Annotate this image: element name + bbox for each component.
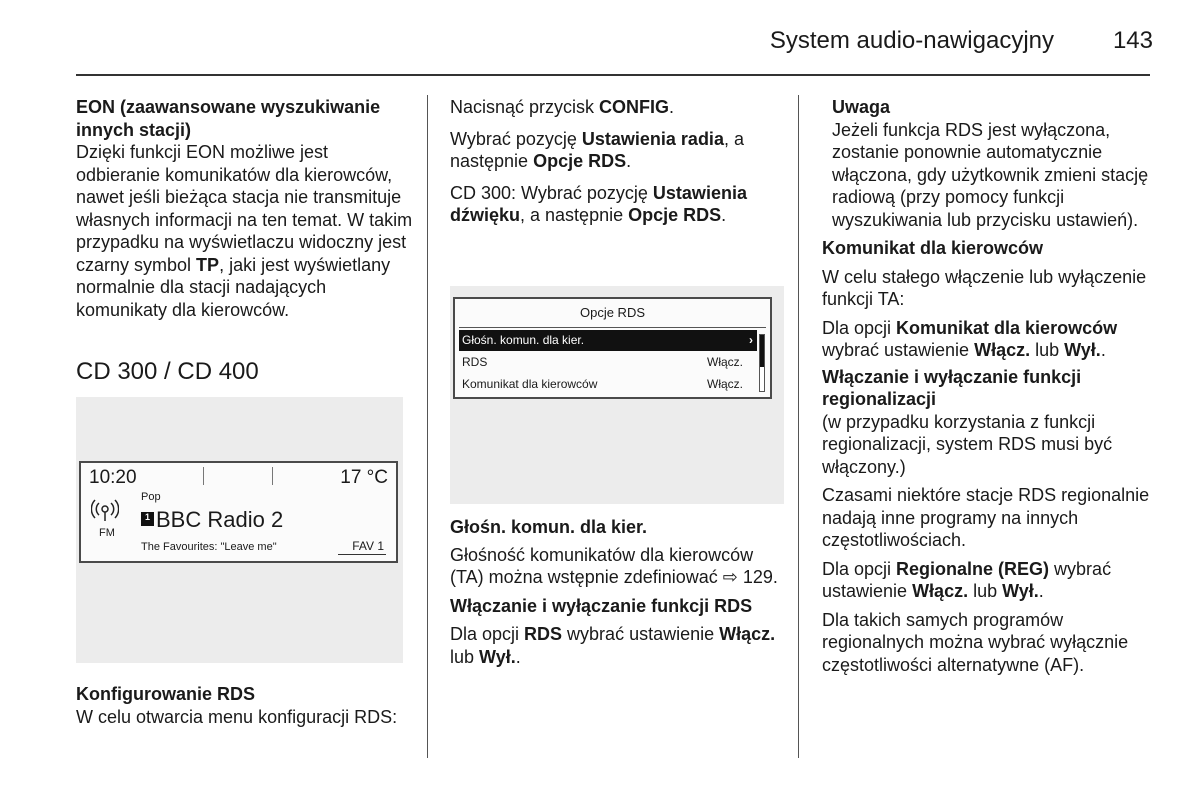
scrollbar-thumb[interactable]	[760, 335, 764, 367]
config-heading: Konfigurowanie RDS	[76, 684, 255, 704]
column-middle	[450, 96, 780, 227]
menu-scrollbar[interactable]	[759, 334, 765, 392]
rds-options-screen	[453, 297, 772, 399]
station-name	[141, 507, 283, 533]
station-name-text: BBC Radio 2	[156, 507, 284, 532]
ta-heading: Komunikat dla kierowców	[822, 238, 1044, 258]
chevron-right-icon: ›	[749, 333, 753, 347]
menu-title: Opcje RDS	[579, 305, 646, 320]
menu-item-value: Włącz.	[707, 355, 743, 369]
regionalization-option: Dla opcji Regionalne (REG) wybrać ustawienie Włącz. lub Wył..	[822, 558, 1112, 601]
band-label: FM	[99, 527, 115, 539]
status-separator	[272, 467, 273, 485]
rds-options-figure	[450, 286, 784, 504]
rds-toggle-paragraph: Dla opcji RDS wybrać ustawienie Włącz. lub Wył..	[450, 624, 776, 667]
eon-text-part: , jaki jest wyświetlany normalnie dla stacji nadających komunikaty dla kierowców.	[76, 254, 391, 320]
ta-volume-heading: Głośn. komun. dla kier.	[450, 517, 648, 537]
config-block	[76, 683, 416, 728]
menu-item-ta-volume[interactable]: Głośn. komun. dla kier. ›	[459, 330, 757, 351]
favourite-underline	[338, 554, 386, 555]
radio-display-figure	[76, 397, 403, 663]
ta-volume-block	[450, 516, 780, 668]
rds-toggle-heading: Włączanie i wyłączanie funkcji RDS	[450, 595, 753, 616]
header-divider	[76, 74, 1150, 76]
radio-text: The Favourites: "Leave me"	[141, 541, 277, 553]
regionalization-heading: Włączanie i wyłączanie funkcji regionalizacji	[822, 366, 1082, 409]
column-divider	[798, 95, 799, 758]
menu-item-rds[interactable]: RDS Włącz.	[459, 352, 757, 373]
radio-screen	[79, 461, 398, 563]
step-radio-settings: Wybrać pozycję Ustawienia radia, a następnie Opcje RDS.	[450, 128, 744, 171]
regionalization-paragraph: (w przypadku korzystania z funkcji regionalizacji, system RDS musi być włączony.)	[822, 411, 1113, 477]
status-separator	[203, 467, 204, 485]
regionalization-info: Czasami niektóre stacje RDS regionalnie nadają inne programy na innych częstotliwościach.	[822, 485, 1150, 550]
preset-badge-icon	[141, 512, 154, 526]
clock-time: 10:20	[89, 467, 137, 488]
ta-option-paragraph: Dla opcji Komunikat dla kierowców wybrać ustawienie Włącz. lub Wył..	[822, 317, 1118, 360]
note-heading: Uwaga	[832, 97, 891, 117]
ta-paragraph: W celu stałego włączenie lub wyłączenie funkcji TA:	[822, 266, 1147, 309]
ta-volume-paragraph: Głośność komunikatów dla kierowców (TA) można wstępnie zdefiniować ⇨ 129.	[450, 544, 778, 587]
favourite-label: FAV 1	[352, 539, 384, 553]
note-box	[822, 96, 1162, 231]
af-paragraph: Dla takich samych programów regionalnych można wybrać wyłącznie częstotliwości alternatywne (AF).	[822, 609, 1129, 675]
radio-antenna-icon	[91, 497, 119, 521]
running-header-title: System audio-nawigacyjny	[769, 27, 1054, 54]
config-paragraph: W celu otwarcia menu konfiguracji RDS:	[76, 706, 398, 727]
column-left	[76, 96, 416, 321]
tp-symbol: TP	[196, 254, 220, 275]
page-number: 143	[1112, 27, 1153, 54]
program-genre: Pop	[141, 491, 161, 503]
column-divider	[427, 95, 428, 758]
step-cd300: CD 300: Wybrać pozycję Ustawienia dźwięku, a następnie Opcje RDS.	[450, 182, 747, 225]
temperature: 17 °C	[340, 467, 388, 488]
step-press-config: Nacisnąć przycisk CONFIG.	[450, 97, 675, 117]
column-right	[822, 96, 1162, 676]
menu-item-value: Włącz.	[707, 377, 743, 391]
menu-title-divider	[459, 327, 766, 328]
menu-item-traffic-announcement[interactable]: Komunikat dla kierowców Włącz.	[459, 374, 757, 395]
eon-heading: EON (zaawansowane wyszukiwanie innych stacji)	[76, 97, 381, 140]
eon-paragraph	[76, 141, 416, 321]
eon-text-part: Dzięki funkcji EON możliwe jest odbieranie komunikatów dla kierowców, nawet jeśli bieżąca stacja nie transmituje własnych informacji na ten temat. W takim przypadku na wyświetlaczu widoczny jest czarny symbol	[76, 142, 413, 275]
note-paragraph: Jeżeli funkcja RDS jest wyłączona, zostanie ponownie automatycznie włączona, gdy użytkownik zmieni stację radiową (przy pomocy funkcji wyszukiwania lub przycisku ustawień).	[832, 119, 1149, 230]
section-title-cd300: CD 300 / CD 400	[76, 358, 259, 385]
